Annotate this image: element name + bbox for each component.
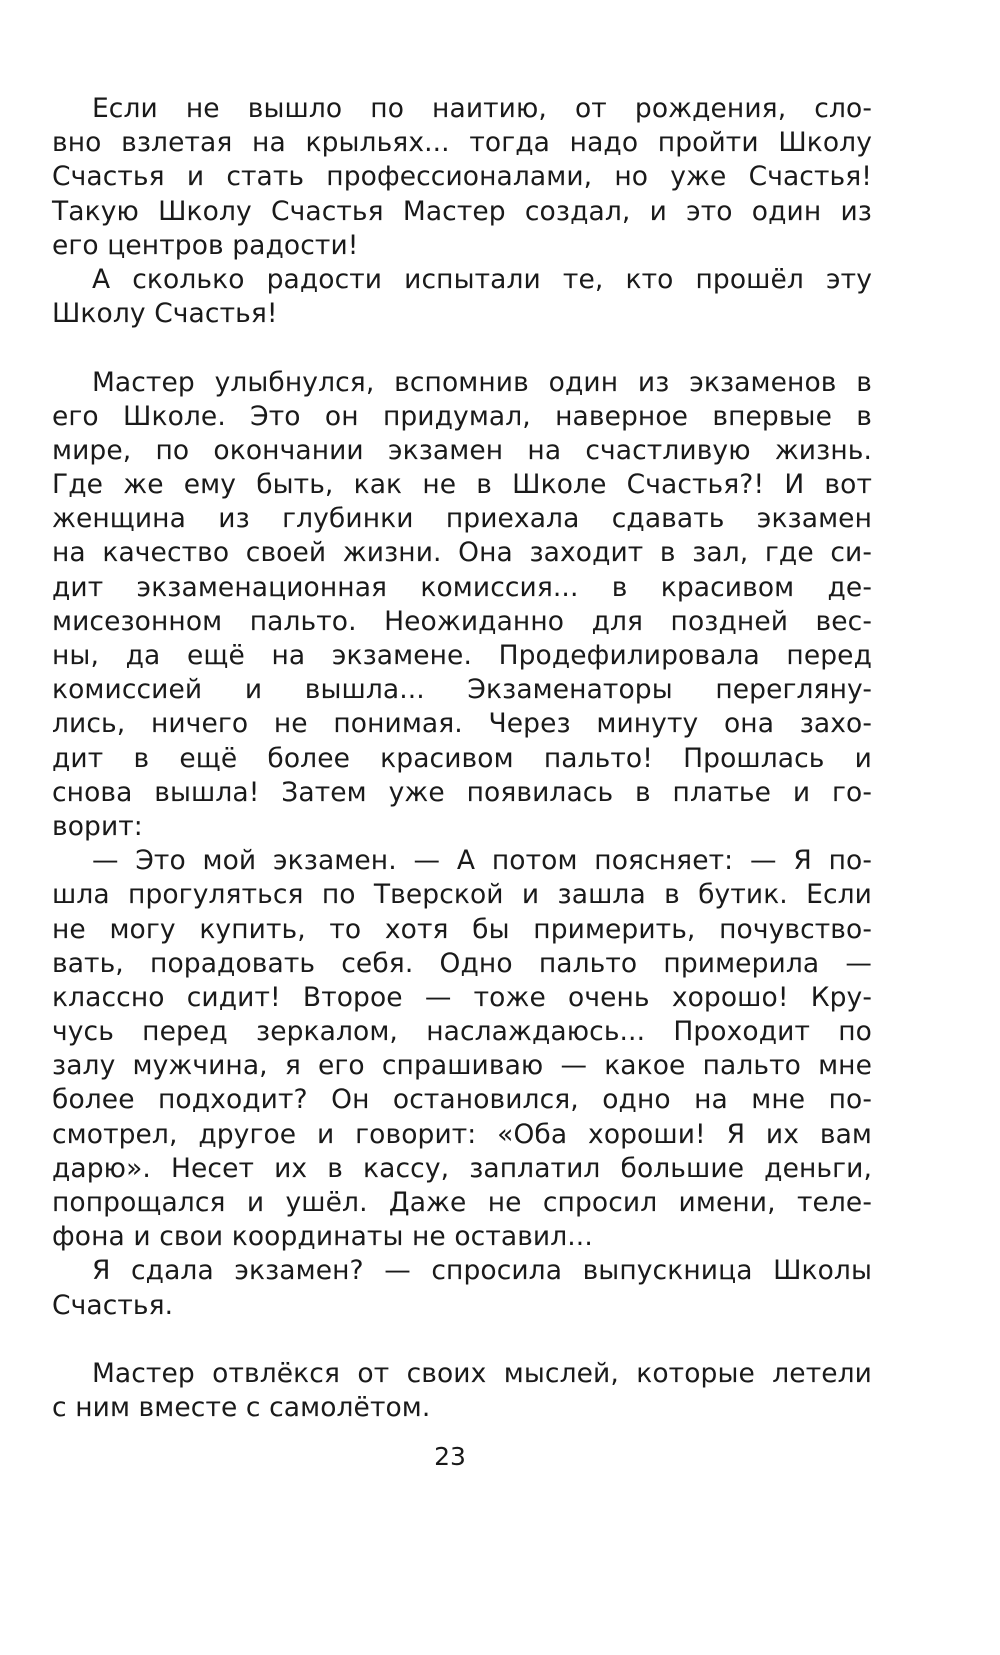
text-line: его Школе. Это он придумал, наверное впервые в	[52, 400, 872, 432]
text-line: снова вышла! Затем уже появилась в платье и го-	[52, 776, 872, 808]
text-line: не могу купить, то хотя бы примерить, почувство-	[52, 913, 872, 945]
text-line: Такую Школу Счастья Мастер создал, и это один из	[52, 195, 872, 227]
text-line: женщина из глубинки приехала сдавать экзамен	[52, 503, 872, 535]
text-line: Где же ему быть, как не в Школе Счастья?! И вот	[52, 469, 872, 501]
text-line: более подходит? Он остановился, одно на мне по-	[52, 1084, 872, 1116]
text-line: Мастер улыбнулся, вспомнив один из экзаменов в	[52, 366, 872, 398]
text-line: А сколько радости испытали те, кто прошёл эту	[52, 263, 872, 295]
text-line: вно взлетая на крыльях... тогда надо пройти Школу	[52, 127, 872, 159]
text-line: ны, да ещё на экзамене. Продефилировала перед	[52, 640, 872, 671]
text-line: лись, ничего не понимая. Через минуту она захо-	[52, 708, 872, 740]
text-line: вать, порадовать себя. Одно пальто примерила —	[52, 947, 872, 979]
text-line: комиссией и вышла... Экзаменаторы переглянy-	[52, 674, 872, 706]
text-line: — Это мой экзамен. — А потом поясняет: — Я по-	[52, 845, 872, 877]
text-line: фона и свои координаты не оставил...	[52, 1221, 593, 1253]
text-line: Мастер отвлёкся от своих мыслей, которые летели	[52, 1357, 872, 1389]
text-line: ворит:	[52, 810, 143, 842]
text-line: мисезонном пальто. Неожиданно для поздней вес-	[52, 605, 872, 637]
text-line: Я сдала экзамен? — спросила выпускница Школы	[52, 1255, 872, 1287]
text-line: залу мужчина, я его спрашиваю — какое пальто мне	[52, 1050, 872, 1082]
body-text	[52, 92, 872, 1425]
paragraph-gap	[52, 331, 872, 365]
text-line: Счастья.	[52, 1289, 174, 1321]
text-line: дит в ещё более красивом пальто! Прошлась и	[52, 742, 872, 774]
text-line: мире, по окончании экзамен на счастливую жизнь.	[52, 434, 872, 466]
text-line: попрощался и ушёл. Даже не спросил имени, теле-	[52, 1187, 872, 1218]
text-line: дарю». Несет их в кассу, заплатил большие деньги,	[52, 1152, 872, 1184]
page-number: 23	[434, 1442, 466, 1471]
text-line: шла прогуляться по Тверской и зашла в бутик. Если	[52, 879, 872, 911]
text-line: дит экзаменационная комиссия... в красивом де-	[52, 571, 872, 603]
text-line: чусь перед зеркалом, наслаждаюсь... Проходит по	[52, 1016, 872, 1048]
text-line: классно сидит! Второе — тоже очень хорошо! Кру-	[52, 981, 872, 1013]
text-line: Если не вышло по наитию, от рождения, сло-	[52, 93, 872, 124]
text-line: Счастья и стать профессионалами, но уже Счастья!	[52, 161, 872, 193]
text-line: на качество своей жизни. Она заходит в зал, где си-	[52, 537, 872, 569]
text-line: Школу Счастья!	[52, 298, 278, 330]
paragraph-gap	[52, 1323, 872, 1357]
text-line: с ним вместе с самолётом.	[52, 1392, 431, 1424]
text-line: смотрел, другое и говорит: «Оба хороши! Я их вам	[52, 1118, 872, 1150]
text-line: его центров радости!	[52, 229, 359, 261]
